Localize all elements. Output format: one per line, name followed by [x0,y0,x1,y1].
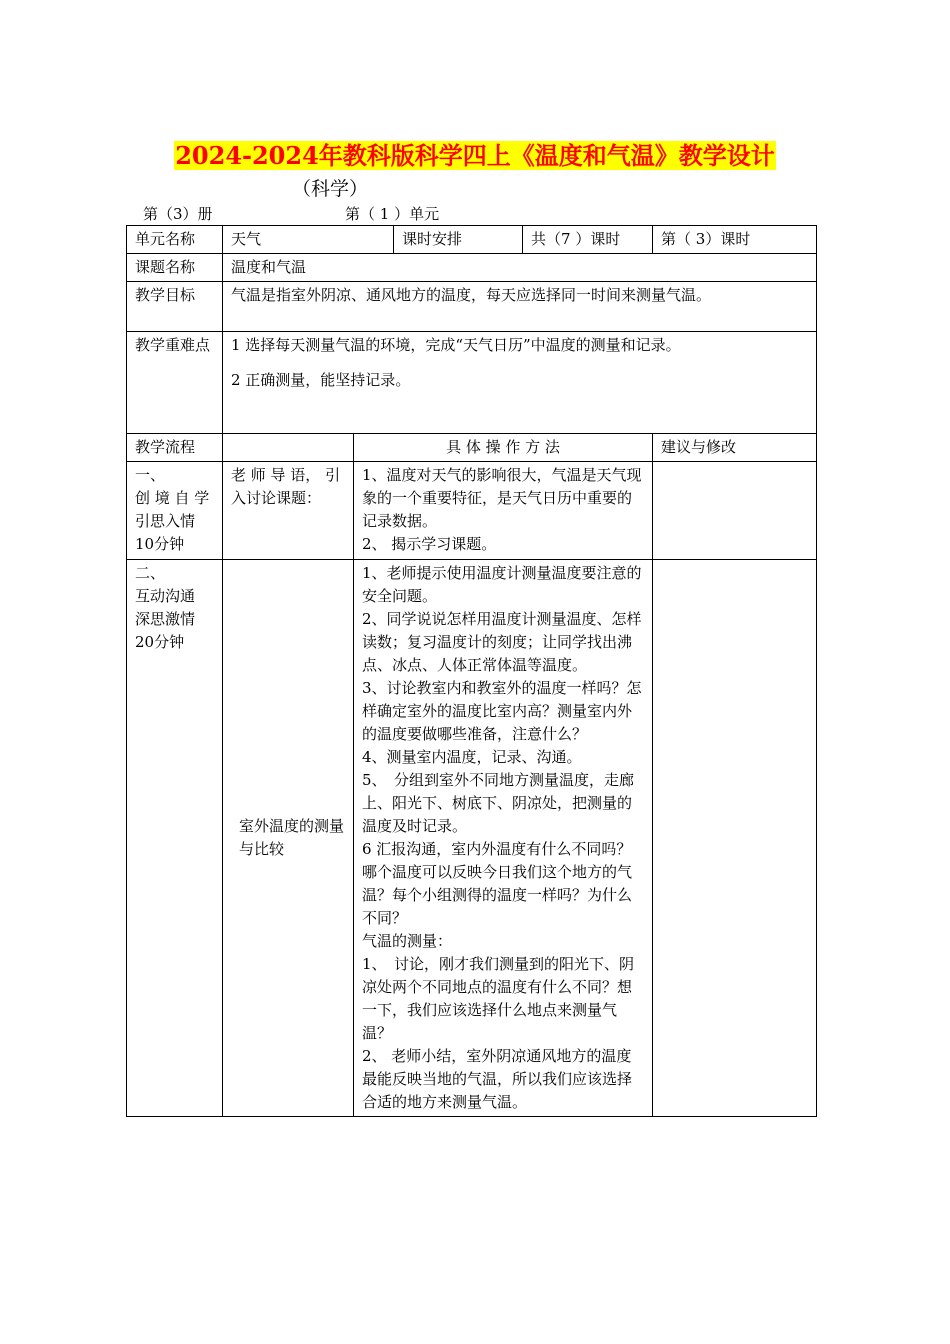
step-item: 2、 老师小结，室外阴凉通风地方的温度最能反映当地的气温，所以我们应该选择合适的地方来测量气温。 [362,1047,633,1111]
objective-value: 气温是指室外阴凉、通风地方的温度，每天应选择同一时间来测量气温。 [223,282,817,332]
stage-2-row [127,560,817,1117]
document-title [0,136,950,171]
stage-1-name-line: 10分钟 [135,535,185,553]
stage-1-name [127,462,223,560]
stage-1-steps [354,462,653,560]
flow-header-row [127,434,817,462]
stage-1-name-line: 引思入情 [135,512,196,530]
unit-label: 第（ 1 ）单元 [345,205,440,223]
unit-name-label: 单元名称 [127,226,223,254]
step-item: 气温的测量： [362,932,453,950]
unit-row [127,226,817,254]
stage-2-activity-cell [223,560,354,1117]
stage-1-row [127,462,817,560]
stage-2-name-line: 二、 [135,564,166,582]
step-item: 1、 讨论，刚才我们测量到的阳光下、阴凉处两个不同地点的温度有什么不同？想一下，我们应该选择什么地点来测量气温？ [362,955,635,1042]
flow-header-label: 教学流程 [127,434,223,462]
step-item: 6 汇报沟通，室内外温度有什么不同吗？哪个温度可以反映今日我们这个地方的气温？每个小组测得的温度一样吗？为什么不同？ [362,840,633,927]
step-item: 4、测量室内温度，记录、沟通。 [362,748,582,766]
lesson-plan-table [126,225,817,1117]
stage-2-name-line: 互动沟通 [135,587,196,605]
stage-2-name [127,560,223,1117]
total-periods: 共（7 ）课时 [523,226,653,254]
key-points-row [127,332,817,434]
unit-name-value: 天气 [223,226,394,254]
stage-1-activity: 老 师 导 语， 引入讨论课题： [223,462,354,560]
stage-1-name-line: 创 境 自 学 [135,489,210,507]
stage-2-name-line: 深思激情 [135,610,196,628]
step-item: 1、老师提示使用温度计测量温度要注意的安全问题。 [362,564,642,605]
stage-1-suggestion [653,462,817,560]
step-item: 1、温度对天气的影响很大，气温是天气现象的一个重要特征，是天气日历中重要的记录数据。 [362,466,642,530]
topic-value: 温度和气温 [223,254,817,282]
step-item: 5、 分组到室外不同地方测量温度，走廊上、阳光下、树底下、阴凉处，把测量的温度及时记录。 [362,771,635,835]
key-points-label: 教学重难点 [127,332,223,434]
schedule-label: 课时安排 [394,226,523,254]
volume-label: 第（3）册 [143,205,213,223]
stage-1-name-line: 一、 [135,466,166,484]
step-item: 2、同学说说怎样用温度计测量温度、怎样读数；复习温度计的刻度；让同学找出沸点、冰点、人体正常体温等温度。 [362,610,642,674]
key-points-cell [223,332,817,434]
stage-2-steps [354,560,653,1117]
current-period: 第（ 3）课时 [653,226,817,254]
step-item: 2、 揭示学习课题。 [362,535,497,553]
topic-label: 课题名称 [127,254,223,282]
step-item: 3、讨论教室内和教室外的温度一样吗？怎样确定室外的温度比室内高？测量室内外的温度要做哪些准备，注意什么？ [362,679,642,743]
stage-2-suggestion [653,560,817,1117]
objective-row [127,282,817,332]
suggestion-header: 建议与修改 [653,434,817,462]
document-title-text: 2024-2024年教科版科学四上《温度和气温》教学设计 [175,141,775,170]
method-header: 具 体 操 作 方 法 [354,434,653,462]
flow-header-empty [223,434,354,462]
objective-label: 教学目标 [127,282,223,332]
key-point: 2 正确测量，能坚持记录。 [231,371,411,389]
document-subtitle: （科学） [292,178,369,200]
key-point: 1 选择每天测量气温的环境，完成“天气日历”中温度的测量和记录。 [231,336,681,354]
stage-2-name-line: 20分钟 [135,633,185,651]
topic-row [127,254,817,282]
stage-2-activity: 室外温度的测量与比较 [239,817,345,858]
